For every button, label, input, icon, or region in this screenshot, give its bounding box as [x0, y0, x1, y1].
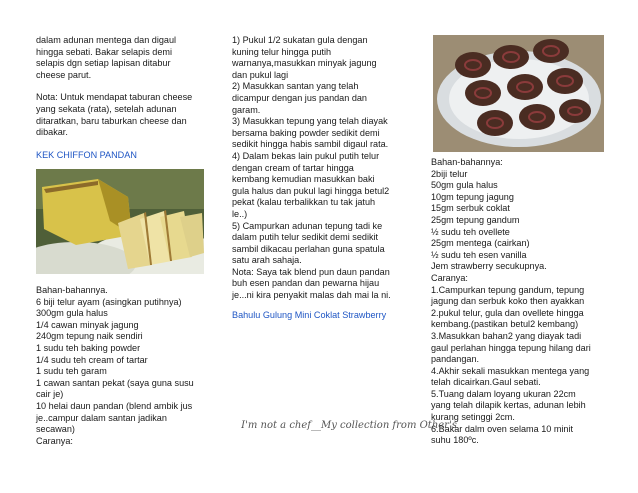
- chiffon-ingredients: Bahan-bahannya. 6 biji telur ayam (asingkan putihnya) 300gm gula halus 1/4 cawan minyak jagung 240gm tepung naik sendiri 1 sudu teh baking powder 1/4 sudu teh cream of tartar 1 sudu teh garam 1 cawan santan pekat (saya guna susu cair je) 10 helai daun pandan (blend ambik jus je..campur dalam santan jadikan secawan) Caranya:: [36, 285, 194, 446]
- recipe-title-chiffon-pandan: KEK CHIFFON PANDAN: [36, 149, 137, 160]
- chiffon-steps: 1) Pukul 1/2 sukatan gula dengan kuning telur hingga putih warnanya,masukkan minyak jagung dan pukul lagi 2) Masukkan santan yang telah dicampur dengan jus pandan dan garam. 3) Masukkan tepung yang telah diayak bersama baking powder sedikit demi sedikit hingga habis sambil digaul rata. 4) Dalam bekas lain pukul putih telur dengan cream of tartar hingga kembang kemudian masukkan baki gula halus dan pukul lagi hingga betul2 pekat (kalau terbalikkan tu tak jatuh le..) 5) Campurkan adunan tepung tadi ke dalam putih telur sedikit demi sedikit sambil dikacau perlahan guna spatula satu arah sahaja. Nota: Saya tak blend pun daun pandan buh esen pandan dan pewarna hijau je...ni kira penyakit malas dah mai la ni.: [232, 35, 391, 301]
- right-column: [431, 157, 609, 447]
- cheese-note: Nota: Untuk mendapat taburan cheese yang sekata (rata), setelah adunan ditaratkan, baru taburkan cheese dan dibakar.: [36, 92, 193, 138]
- layered-cake-method-end: dalam adunan mentega dan digaul hingga sebati. Bakar selapis demi selapis dgn setiap lapisan ditabur cheese parut.: [36, 35, 177, 80]
- bahulu-ingredients-and-steps: Bahan-bahannya: 2biji telur 50gm gula halus 10gm tepung jagung 15gm serbuk coklat 25gm tepung gandum ½ sudu teh ovellete 25gm mentega (cairkan) ½ sudu teh esen vanilla Jem strawberry secukupnya. Caranya: 1.Campurkan tepung gandum, tepung jagung dan serbuk koko then ayakkan 2.pukul telur, gula dan ovellete hingga kembang.(pastikan betul2 kembang) 3.Masukkan bahan2 yang diayak tadi gaul perlahan hingga tepung hilang dari pandangan. 4.Akhir sekali masukkan mentega yang telah dicairkan.Gaul sebati. 5.Tuang dalam loyang ukuran 22cm yang telah dilapik kertas, adunan lebih kurang setinggi 2cm. 6.Bakar dalm oven selama 10 minit suhu 180ºc.: [431, 157, 591, 446]
- pandan-chiffon-cake-photo: [36, 169, 204, 274]
- chocolate-roll-photo: [433, 35, 604, 152]
- footer-text: I'm not a chef__My collection from Other's: [241, 420, 457, 431]
- left-column: [36, 35, 214, 161]
- footer-tagline: [0, 420, 638, 431]
- recipe-title-bahulu-gulung: Bahulu Gulung Mini Coklat Strawberry: [232, 309, 387, 320]
- middle-column: [232, 35, 408, 321]
